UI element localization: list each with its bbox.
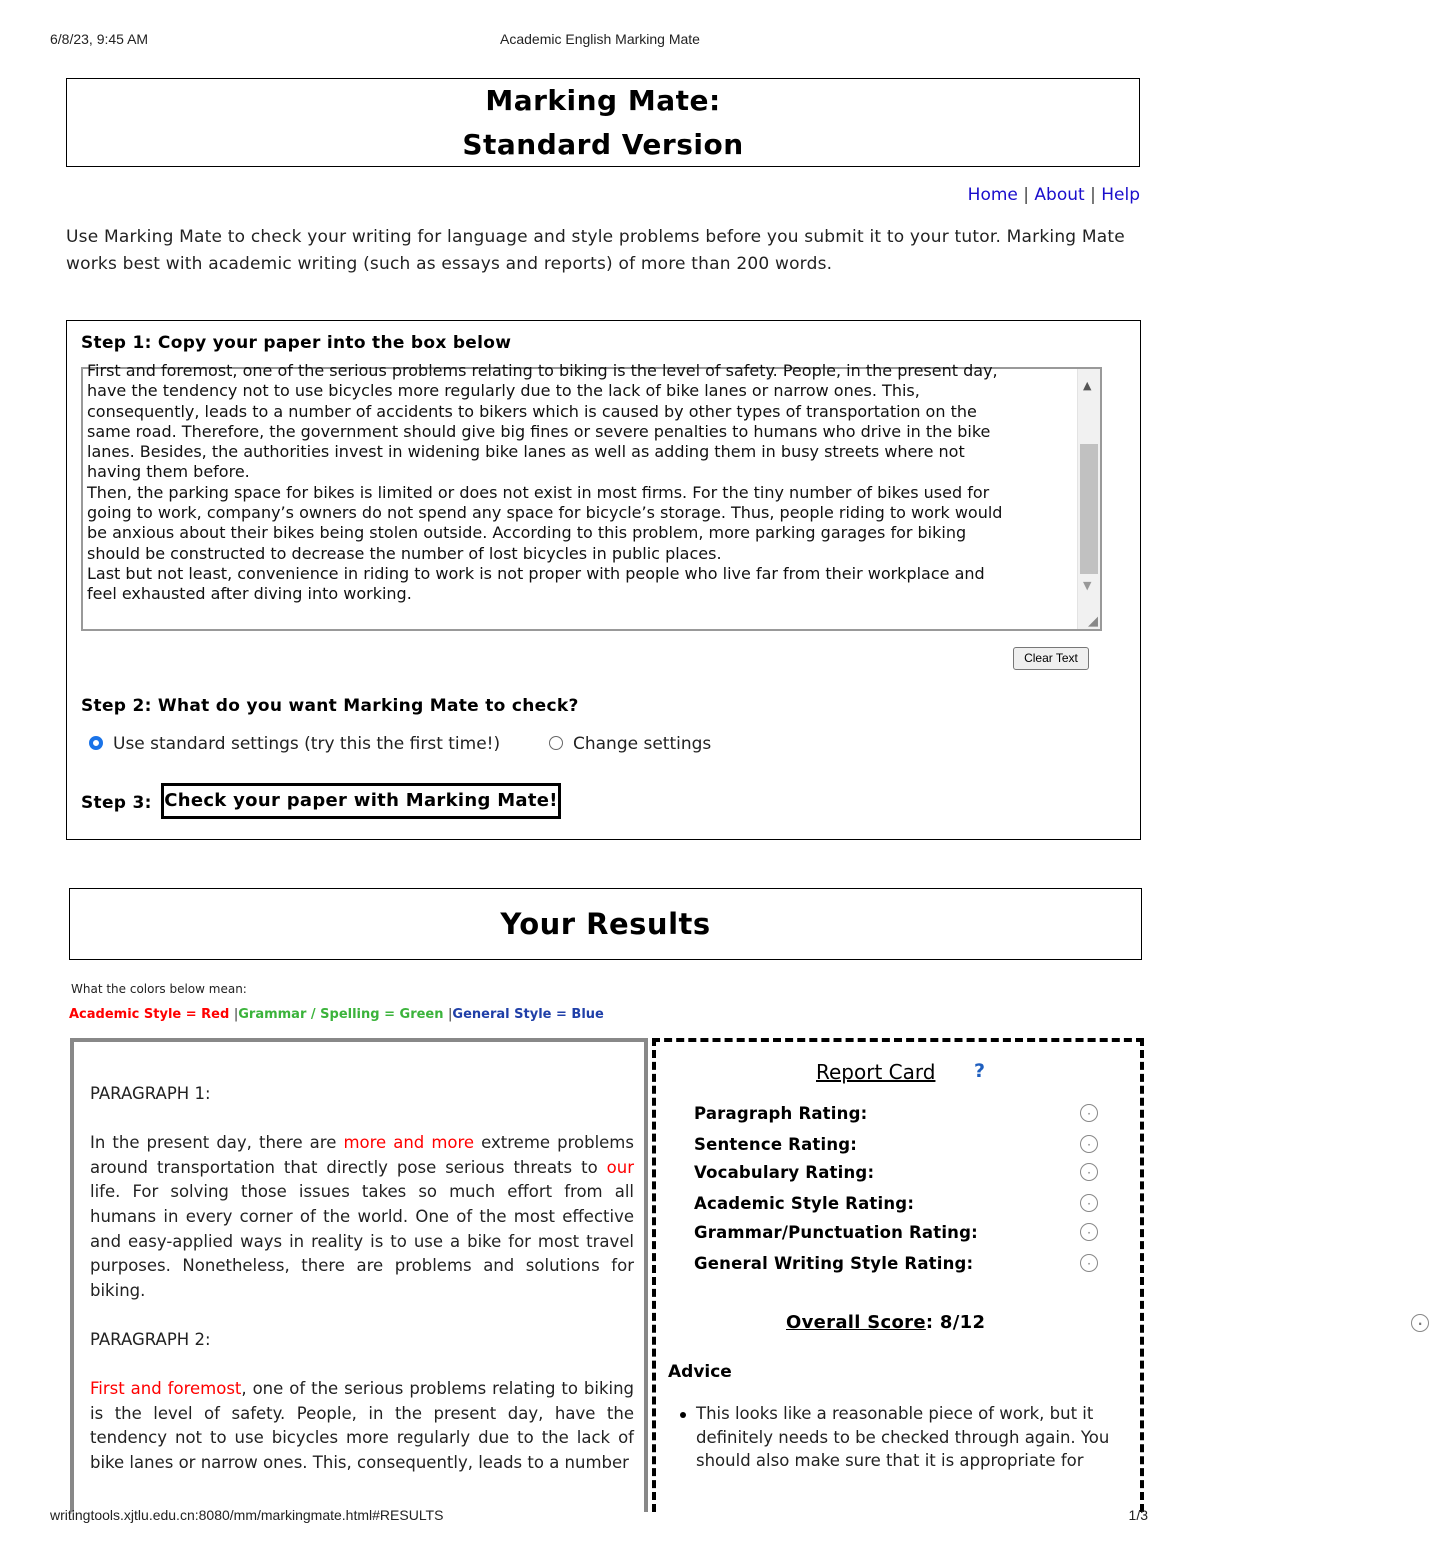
essay-paragraph: First and foremost, one of the serious problems relating to biking is the level of safety. People, in the present day, have the tendency not to use bicycles more regularly due to the lack of bike lanes or narrow ones. This, consequently, leads to a number [90,1379,635,1472]
academic-style-flag[interactable]: more and more [343,1133,475,1153]
advice-heading: Advice [668,1362,732,1382]
resize-grip-icon[interactable]: ◢ [1088,614,1098,629]
general-style-rating-label: General Writing Style Rating: [694,1254,974,1273]
legend-separator: | [233,1007,239,1022]
neutral-face-icon: · [1080,1135,1098,1153]
happy-face-icon: · [1080,1254,1098,1272]
print-header-datetime: 6/8/23, 9:45 AM [50,31,149,47]
page-title-line2: Standard Version [462,128,744,161]
scroll-down-arrow-icon[interactable]: ▼ [1083,579,1092,592]
sad-face-icon: · [1080,1163,1098,1181]
legend-general: General Style = Blue [452,1007,604,1022]
nav-separator: | [1084,185,1102,205]
legend-academic: Academic Style = Red [69,1007,230,1022]
neutral-face-icon: · [1080,1223,1098,1241]
legend-grammar: Grammar / Spelling = Green [238,1007,444,1022]
print-header-title: Academic English Marking Mate [500,31,700,47]
nav-help-link[interactable]: Help [1101,185,1140,205]
report-card-help-icon[interactable]: ? [974,1060,986,1082]
standard-settings-radio[interactable] [89,736,103,750]
neutral-face-icon: · [1080,1104,1098,1122]
advice-item: This looks like a reasonable piece of work, but it definitely needs to be checked through again. You should also make sure that it is appropriate for [696,1402,1136,1473]
report-card-title: Report Card [816,1060,936,1084]
paragraph-rating-label: Paragraph Rating: [694,1104,868,1123]
overall-score-label: Overall Score [786,1312,926,1333]
vocabulary-rating-label: Vocabulary Rating: [694,1163,875,1182]
print-footer-page: 1/3 [1128,1507,1148,1523]
step3-label: Step 3: [81,793,152,813]
paragraph-heading: PARAGRAPH 1: [90,1084,211,1103]
neutral-face-icon: · [1411,1314,1429,1332]
nav-home-link[interactable]: Home [967,185,1018,205]
overall-score-value: : 8/12 [925,1312,986,1333]
standard-settings-label[interactable]: Use standard settings (try this the first time!) [113,734,501,754]
print-footer-url: writingtools.xjtlu.edu.cn:8080/mm/markingmate.html#RESULTS [50,1507,444,1523]
textarea-scrollbar[interactable] [1077,369,1100,629]
clear-text-button[interactable]: Clear Text [1013,647,1089,670]
step2-label: Step 2: What do you want Marking Mate to check? [81,696,579,716]
step1-label: Step 1: Copy your paper into the box below [81,333,512,353]
check-form [66,320,1141,840]
nav-about-link[interactable]: About [1034,185,1085,205]
grammar-rating-label: Grammar/Punctuation Rating: [694,1223,978,1242]
paper-textarea[interactable] [81,361,1102,631]
page-title-box [66,78,1140,167]
neutral-face-icon: · [1080,1194,1098,1212]
essay-paragraph: In the present day, there are more and more extreme problems around transportation that directly pose serious threats to our life. For solving those issues takes so much effort from all humans in every corner of the world. One of the most effective and easy-applied ways in reality is to use a bike for most travel purposes. Nonetheless, there are problems and solutions for biking. [90,1133,634,1300]
paper-textarea-content: First and foremost, one of the serious problems relating to biking is the level of safety. People, in the present day, have the tendency not to use bicycles more regularly due to the lack of bike lanes or narrow ones. This, consequently, leads to a number of accidents to bikers which is caused by other types of transportation on the same road. Therefore, the government should give big fines or severe penalties to humans who drive in the bike lanes. Besides, the authorities invest in widening bike lanes as well as adding them in busy streets where not having them before. Then, the parking space for bikes is limited or does not exist in most firms. For the tiny number of bikes used for going to work, company’s owners do not spend any space for bicycle’s storage. Thus, people riding to work would be anxious about their bikes being stolen outside. According to this problem, more parking garages for biking should be constructed to decrease the number of lost bicycles in public places. Last but not least, convenience in riding to work is not proper with people who live far from their workplace and feel exhausted after diving into working. [87,361,1003,604]
legend-note: What the colors below mean: [71,982,247,996]
check-paper-button[interactable]: Check your paper with Marking Mate! [161,783,561,819]
marked-essay-panel [70,1038,648,1512]
overall-score [786,1312,1423,1333]
report-card-panel [652,1038,1423,1512]
advice-list [696,1402,1136,1473]
intro-text: Use Marking Mate to check your writing for language and style problems before you submit it to your tutor. Marking Mate works best with academic writing (such as essays and reports) of more than 200 words. [66,227,1125,274]
color-legend [69,1007,604,1022]
paragraph-heading: PARAGRAPH 2: [90,1329,211,1349]
sentence-rating-label: Sentence Rating: [694,1135,858,1154]
nav-separator: | [1017,185,1035,205]
legend-separator: | [448,1007,453,1022]
academic-style-flag[interactable]: First and foremost [90,1379,242,1399]
scroll-thumb[interactable] [1080,444,1098,574]
results-heading: Your Results [69,888,1142,960]
academic-style-flag[interactable]: our [606,1157,634,1177]
scroll-up-arrow-icon[interactable]: ▲ [1083,379,1092,392]
page-title-line1: Marking Mate: [485,84,721,117]
top-nav [968,185,1140,205]
change-settings-radio[interactable] [549,736,563,750]
academic-style-rating-label: Academic Style Rating: [694,1194,915,1213]
change-settings-label[interactable]: Change settings [573,734,712,754]
